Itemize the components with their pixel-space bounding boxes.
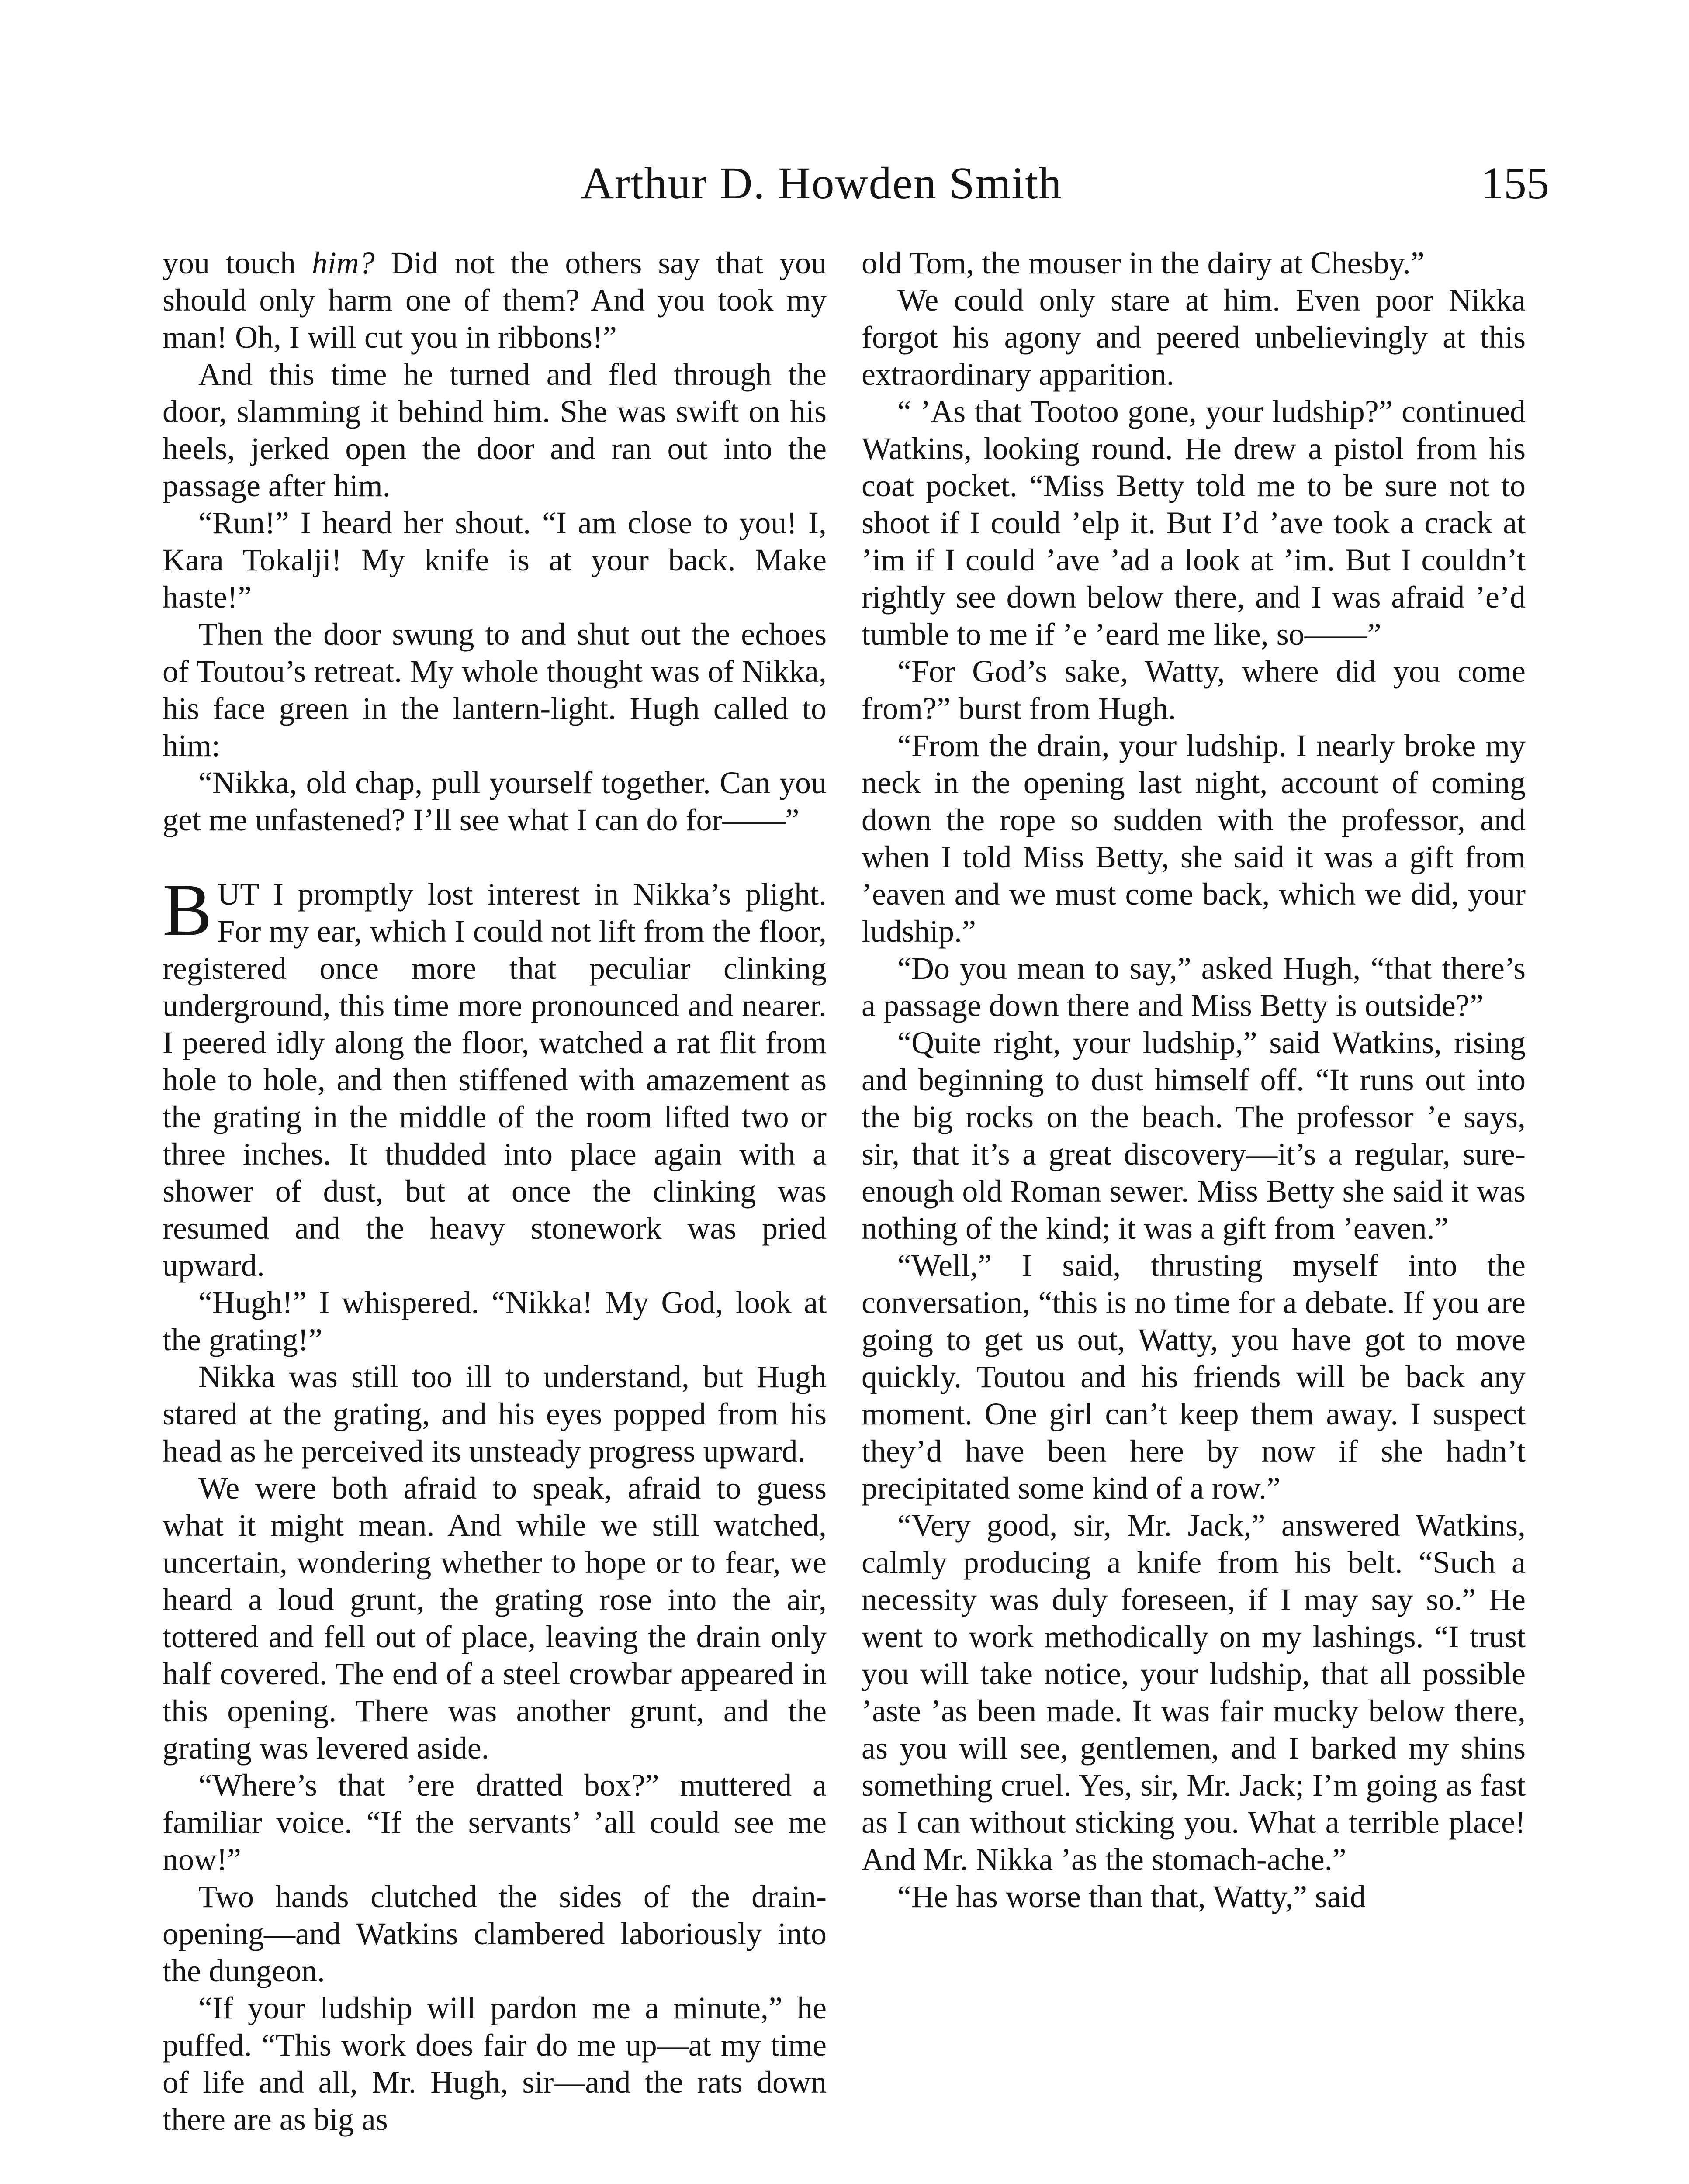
drop-cap: B bbox=[163, 869, 212, 951]
section-start-paragraph bbox=[163, 869, 827, 1284]
paragraph: Nikka was still too ill to understand, but Hugh stared at the grating, and his eyes popped from his head as he perceived its unsteady progress upward. bbox=[163, 1359, 827, 1469]
paragraph: “Quite right, your ludship,” said Watkins, rising and beginning to dust himself off. “It runs out into the big rocks on the beach. The professor ’e says, sir, that it’s a great discovery—it’s a regular, sure-enough old Roman sewer. Miss Betty she said it was nothing of the kind; it was a gift from ’eaven.” bbox=[862, 1025, 1526, 1246]
paragraph: Then the door swung to and shut out the echoes of Toutou’s retreat. My whole thought was of Nikka, his face green in the lantern-light. Hugh called to him: bbox=[163, 617, 827, 763]
emphasis-him: him? bbox=[311, 245, 375, 280]
paragraph: Two hands clutched the sides of the drain-opening—and Watkins clambered laboriously into the dungeon. bbox=[163, 1879, 827, 1988]
paragraph: And this time he turned and fled through the door, slamming it behind him. She was swift on his heels, jerked open the door and ran out into the passage after him. bbox=[163, 357, 827, 503]
paragraph: “Very good, sir, Mr. Jack,” answered Watkins, calmly producing a knife from his belt. “Such a necessity was duly foreseen, if I may say so.” He went to work methodically on my lashings. “I trust you will take notice, your ludship, that all possible ’aste ’as been made. It was fair mucky below there, as you will see, gentlemen, and I barked my shins something cruel. Yes, sir, Mr. Jack; I’m going as fast as I can without sticking you. What a terrible place! And Mr. Nikka ’as the stomach-ache.” bbox=[862, 1508, 1526, 1877]
paragraph: “If your ludship will pardon me a minute,” he puffed. “This work does fair do me up—at my time of life and all, Mr. Hugh, sir—and the rats down there are as big as bbox=[163, 1990, 827, 2137]
right-column bbox=[862, 245, 1526, 1915]
left-column bbox=[163, 245, 827, 2138]
paragraph: “He has worse than that, Watty,” said bbox=[897, 1879, 1366, 1914]
paragraph: We were both afraid to speak, afraid to guess what it might mean. And while we still watched, uncertain, wondering whether to hope or to fear, we heard a loud grunt, the grating rose into the air, tottered and fell out of place, leaving the drain only half covered. The end of a steel crowbar appeared in this opening. There was another grunt, and the grating was levered aside. bbox=[163, 1471, 827, 1766]
paragraph: “ ’As that Tootoo gone, your ludship?” continued Watkins, looking round. He drew a pistol from his coat pocket. “Miss Betty told me to be sure not to shoot if I could ’elp it. But I’d ’ave took a crack at ’im if I could ’ave ’ad a look at ’im. But I couldn’t rightly see down below there, and I was afraid ’e’d tumble to me if ’e ’eard me like, so——” bbox=[862, 394, 1526, 652]
paragraph: “Run!” I heard her shout. “I am close to you! I, Kara Tokalji! My knife is at your back. Make haste!” bbox=[163, 505, 827, 615]
paragraph-continuation: Did not the others say that you should only harm one of them? And you took my man! Oh, I will cut you in ribbons!” bbox=[163, 245, 827, 355]
page-number: 155 bbox=[1481, 158, 1549, 208]
emphasis-you-touch: you touch bbox=[163, 245, 312, 280]
paragraph: “From the drain, your ludship. I nearly broke my neck in the opening last night, account of coming down the rope so sudden with the professor, and when I told Miss Betty, she said it was a gift from ’eaven and we must come back, which we did, your ludship.” bbox=[862, 728, 1526, 949]
paragraph: “Nikka, old chap, pull yourself together. Can you get me unfastened? I’ll see what I can do for——” bbox=[163, 765, 827, 837]
section-first-text: UT I promptly lost interest in Nikka’s plight. For my ear, which I could not lift from the floor, registered once more that peculiar clinking underground, this time more pronounced and nearer. I peered idly along the floor, watched a rat flit from hole to hole, and then stiffened with amazement as the grating in the middle of the room lifted two or three inches. It thudded into place again with a shower of dust, but at once the clinking was resumed and the heavy stonework was pried upward. bbox=[163, 877, 827, 1283]
paragraph: “Well,” I said, thrusting myself into the conversation, “this is no time for a debate. If you are going to get us out, Watty, you have got to move quickly. Toutou and his friends will be back any moment. One girl can’t keep them away. I suspect they’d have been here by now if she hadn’t precipitated some kind of a row.” bbox=[862, 1248, 1526, 1506]
paragraph: “Hugh!” I whispered. “Nikka! My God, look at the grating!” bbox=[163, 1285, 827, 1357]
running-header-author: Arthur D. Howden Smith bbox=[581, 158, 1063, 208]
paragraph: old Tom, the mouser in the dairy at Chesby.” bbox=[862, 245, 1425, 280]
paragraph: “Where’s that ’ere dratted box?” muttered a familiar voice. “If the servants’ ’all could see me now!” bbox=[163, 1768, 827, 1877]
paragraph: “Do you mean to say,” asked Hugh, “that there’s a passage down there and Miss Betty is outside?” bbox=[862, 951, 1526, 1023]
paragraph: “For God’s sake, Watty, where did you come from?” burst from Hugh. bbox=[862, 654, 1526, 726]
paragraph: We could only stare at him. Even poor Nikka forgot his agony and peered unbelievingly at this extraordinary apparition. bbox=[862, 283, 1526, 392]
paragraph bbox=[163, 245, 827, 356]
